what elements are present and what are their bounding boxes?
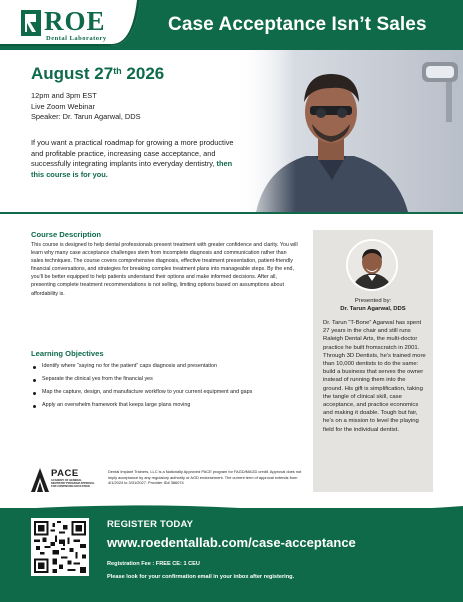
pace-badge [31,468,101,498]
event-format: Live Zoom Webinar [31,101,95,111]
presenter-bio: Dr. Tarun “T-Bone” Agarwal has spent 27 years in the chair and still runs Raleigh Dental Arts, the multi-doctor practice he built fromscratch in 2001. Through 3D Dentists, he’s trained more than 10,000 dentists to do the same: build a business that serves the owner instead of running them into the ground. His gift is simplification, taking the tangle of clinical skill, case acceptance, and practice economics and making it doable. Tough but fair, he’s on a mission to level the playing field for the individual dentist. [323,320,426,433]
event-speaker: Speaker: Dr. Tarun Agarwal, DDS [31,112,141,121]
page-title: Case Acceptance Isn’t Sales [168,14,427,35]
event-date [31,64,164,84]
objective-item: Identify where “saying no for the patient” caps diagnosis and presentation [31,363,299,371]
page-header [0,0,463,50]
objective-item: Map the capture, design, and manufacture workflow to your current equipment and gaps [31,389,299,397]
registration-fee-text: Registration Fee : FREE CE: 1 CEU [107,561,200,567]
objective-item: Apply an overwhelm framework that keeps large plans moving [31,402,299,410]
pace-logo-icon [31,468,49,492]
registration-url-link[interactable]: www.roedentallab.com/case-acceptance [107,535,356,550]
presenter-card [313,230,433,492]
presented-by-label: Presented by: [354,298,392,304]
hero-section [0,50,463,212]
roe-logo-icon [20,8,42,38]
pace-approval-text: Dental Implant Trainers, LLC is a Nationally Approved PACE program for FAGD/MAGD credit. Approval does not imply acceptance by any regulatory authority or AGD endorsement. The current term of approval extends from 4/1/2024 to 3/31/2027. Provider ID# 386074 [108,469,302,486]
section-divider [0,212,463,214]
presenter-portrait-icon [348,241,396,289]
roe-logo [20,8,130,42]
hero-blurb [31,138,246,180]
event-info [31,91,141,123]
date-year: 2026 [121,64,165,83]
objective-item: Separate the clinical yes from the financial yes [31,376,299,384]
qr-code-icon [34,521,86,573]
presenter-name: Dr. Tarun Agarwal, DDS [340,306,406,312]
presenter-avatar [346,239,398,291]
logo-subtitle: Dental Laboratory [46,35,107,42]
speaker-hero-photo [236,50,463,212]
learning-objectives-heading: Learning Objectives [31,349,104,358]
learning-objectives-list [31,363,299,415]
date-suffix: th [113,66,122,76]
pace-name: PACE [51,468,79,479]
course-description-heading: Course Description [31,230,102,239]
event-times: 12pm and 3pm EST [31,91,97,100]
date-month: August 27 [31,64,114,83]
blurb-text: If you want a practical roadmap for growing a more productive and profitable practice, increasing case acceptance, and successfully integrating implants into everyday dentistry, [31,138,234,169]
pace-subtitle: ACADEMY OF GENERAL DENTISTRY PROGRAM APPROVAL FOR CONTINUING EDUCATION [51,479,95,489]
confirmation-note: Please look for your confirmation email in your inbox after registering. [107,574,295,580]
course-description-text: This course is designed to help dental professionals present treatment with greater confidence and clarity. You will learn why many case acceptance challenges stem from incomplete diagnosis and communication rather than sales techniques. The course covers comprehensive diagnosis, effective treatment presentation, patient-friendly financial conversations, and strategies for breaking complex treatment plans into manageable steps. By the end, you’ll be better equipped to help patients understand their options and make informed decisions. After all, presenting complete treatment recommendations is not selling, limiting options based on assumptions about affordability is. [31,242,298,297]
registration-qr-code[interactable] [31,518,89,576]
register-heading: REGISTER TODAY [107,519,194,530]
blurb-emphasis: then this course is for you. [31,159,233,179]
logo-name: ROE [44,6,106,36]
